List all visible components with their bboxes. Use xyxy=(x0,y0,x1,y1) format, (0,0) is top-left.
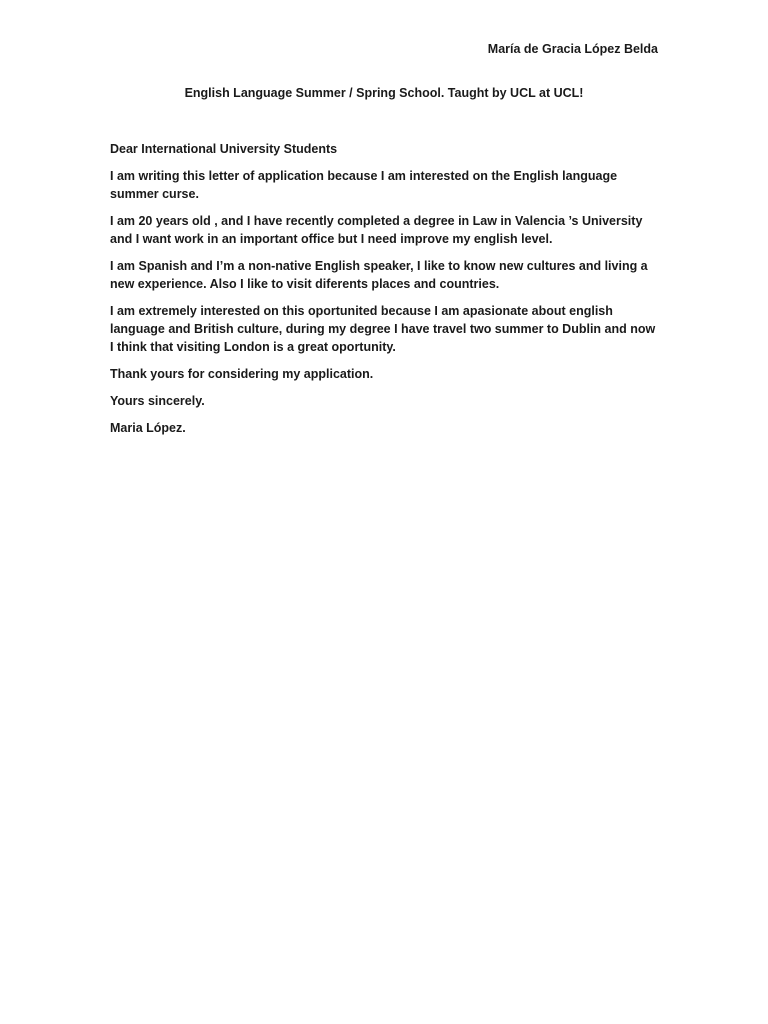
salutation: Dear International University Students xyxy=(110,142,338,156)
paragraph-3: I am Spanish and I’m a non-native English speaker, I like to know new cultures and living a new experience. Also I like to visit diferents places and countries. xyxy=(110,259,648,291)
paragraph-1: I am writing this letter of application because I am interested on the English language summer curse. xyxy=(110,169,618,201)
document-title: English Language Summer / Spring School. Taught by UCL at UCL! xyxy=(184,86,584,100)
paragraph-5: Thank yours for considering my application. xyxy=(110,367,374,381)
paragraph-4: I am extremely interested on this oportunited because I am apasionate about english language and British culture, during my degree I have travel two summer to Dublin and now I think that visiting London is a great oportunity. xyxy=(110,304,656,354)
closing: Yours sincerely. xyxy=(110,394,205,408)
letter-body xyxy=(110,140,660,446)
paragraph-2: I am 20 years old , and I have recently completed a degree in Law in Valencia ’s University and I want work in an important office but I need improve my english level. xyxy=(110,214,643,246)
author-name: María de Gracia López Belda xyxy=(487,42,658,56)
signature: Maria López. xyxy=(110,421,186,435)
